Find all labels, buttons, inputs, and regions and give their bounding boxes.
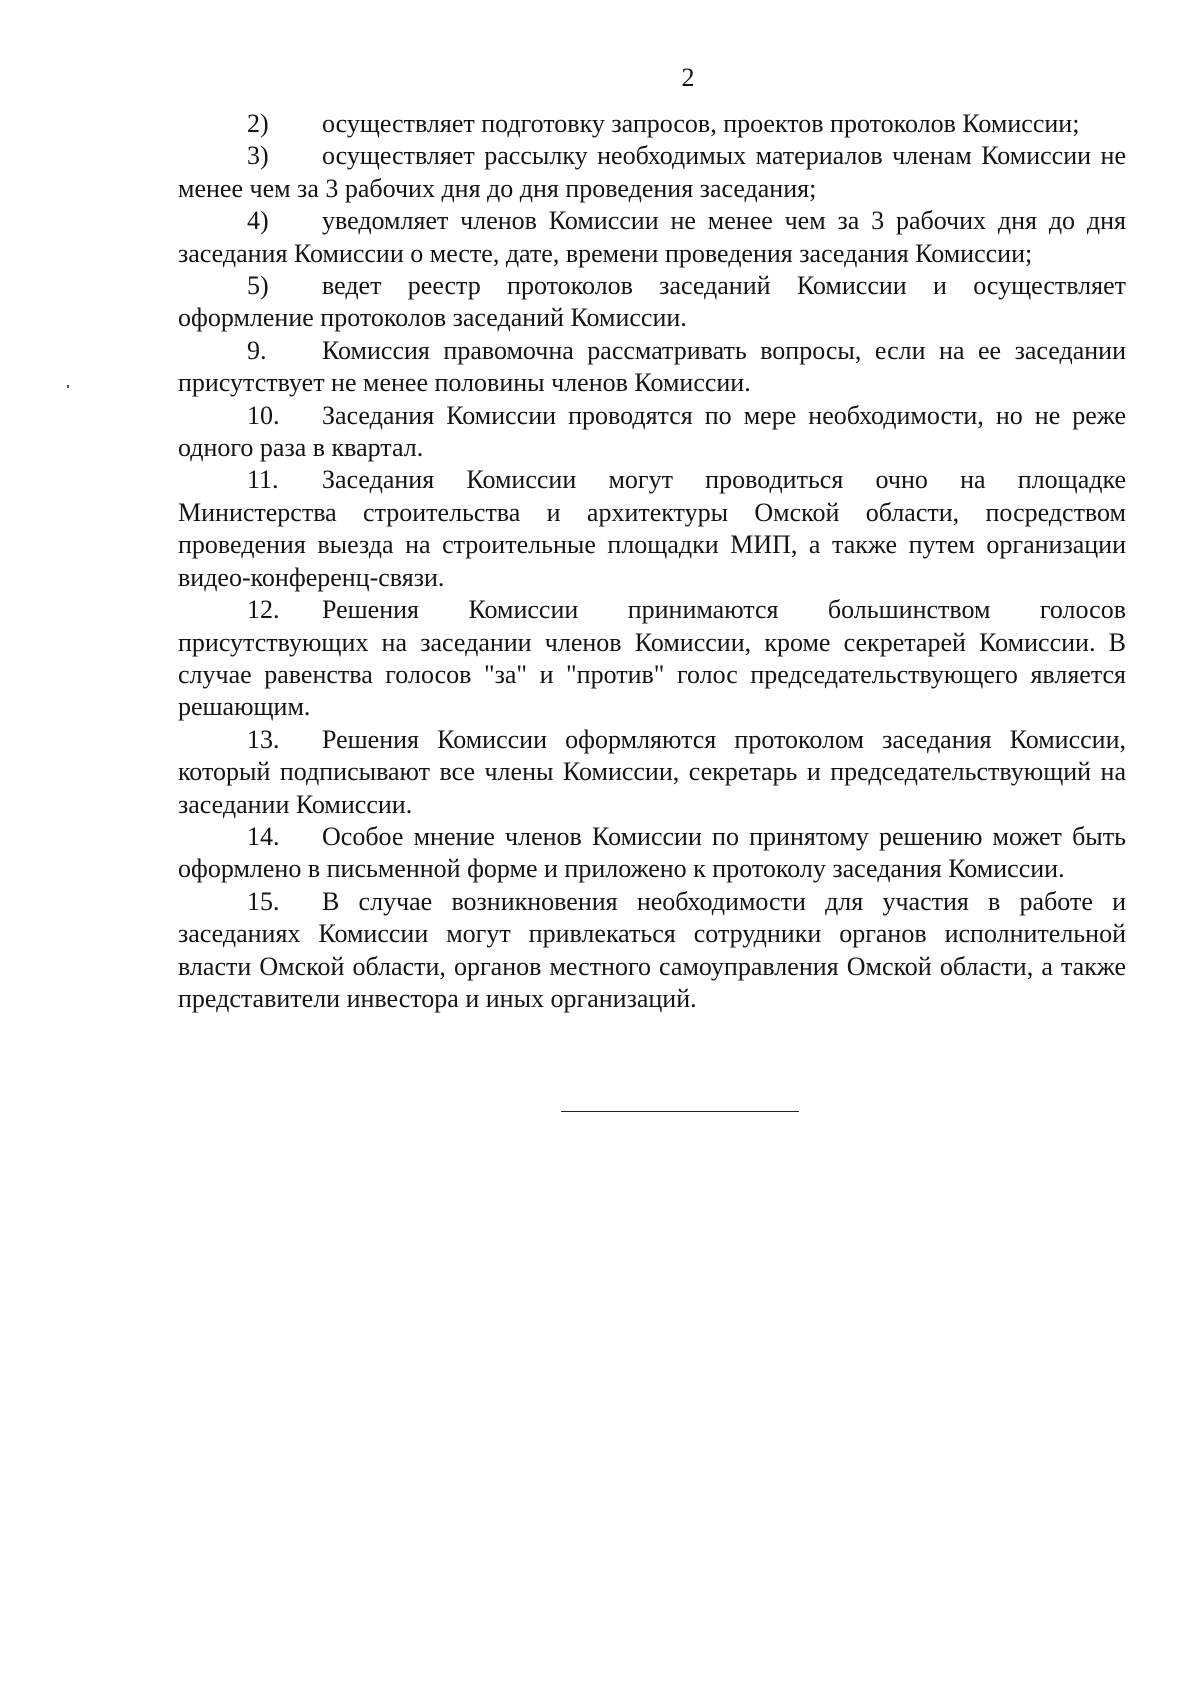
paragraph-text: осуществляет рассылку необходимых материалов членам Комиссии не менее чем за 3 рабочих дня до дня проведения заседания; (178, 141, 1126, 203)
paragraph-text: Решения Комиссии принимаются большинством голосов присутствующих на заседании членов Комиссии, кроме секретарей Комиссии. В случае равенства голосов "за" и "против" голос председательствующего является решающим. (178, 595, 1126, 722)
paragraph-text: уведомляет членов Комиссии не менее чем за 3 рабочих дня до дня заседания Комиссии о месте, дате, времени проведения заседания Комиссии; (178, 206, 1126, 268)
paragraph-text: Решения Комиссии оформляются протоколом заседания Комиссии, который подписывают все члены Комиссии, секретарь и председательствующий на заседании Комиссии. (178, 724, 1126, 819)
paragraph-item-4 (178, 205, 1126, 270)
scan-speck (67, 385, 69, 388)
paragraph-clause-12 (178, 594, 1126, 724)
end-of-text-divider (561, 1111, 799, 1112)
paragraph-number: 2) (247, 109, 269, 138)
paragraph-text: ведет реестр протоколов заседаний Комиссии и осуществляет оформление протоколов заседаний Комиссии. (178, 271, 1126, 333)
paragraph-text: Комиссия правомочна рассматривать вопросы, если на ее заседании присутствует не менее половины членов Комиссии. (178, 335, 1126, 398)
paragraph-number: 4) (247, 206, 269, 236)
paragraph-clause-9 (178, 335, 1126, 400)
paragraph-clause-14 (178, 821, 1126, 886)
paragraph-clause-10 (178, 400, 1126, 465)
paragraph-number: 5) (247, 271, 269, 301)
paragraph-number: 15. (247, 886, 280, 916)
paragraph-number: 3) (247, 141, 269, 171)
page-number: 2 (681, 63, 695, 92)
paragraph-number: 14. (247, 821, 280, 851)
paragraph-text: В случае возникновения необходимости для участия в работе и заседаниях Комиссии могут привлекаться сотрудники органов исполнительной власти Омской области, органов местного самоуправления Омской области, а также представители инвестора и иных организаций. (178, 886, 1126, 1013)
paragraph-item-3 (178, 140, 1126, 205)
paragraph-clause-13 (178, 724, 1126, 821)
paragraph-number: 10. (247, 400, 280, 430)
paragraph-clause-11 (178, 464, 1126, 594)
paragraph-number: 11. (247, 465, 279, 495)
paragraph-item-2 (178, 108, 1126, 140)
paragraph-clause-15 (178, 886, 1126, 1016)
paragraph-text: Особое мнение членов Комиссии по принятому решению может быть оформлено в письменной форме и приложено к протоколу заседания Комиссии. (178, 821, 1126, 884)
document-body (178, 108, 1126, 1015)
paragraph-number: 9. (247, 335, 267, 365)
paragraph-number: 13. (247, 724, 280, 754)
paragraph-item-5 (178, 270, 1126, 335)
paragraph-number: 12. (247, 595, 280, 625)
paragraph-text: осуществляет подготовку запросов, проектов протоколов Комиссии; (322, 109, 1080, 138)
paragraph-text: Заседания Комиссии проводятся по мере необходимости, но не реже одного раза в квартал. (178, 400, 1126, 463)
paragraph-text: Заседания Комиссии могут проводиться очно на площадке Министерства строительства и архитектуры Омской области, посредством проведения выезда на строительные площадки МИП, а также путем организации видео-конференц-связи. (178, 465, 1126, 592)
